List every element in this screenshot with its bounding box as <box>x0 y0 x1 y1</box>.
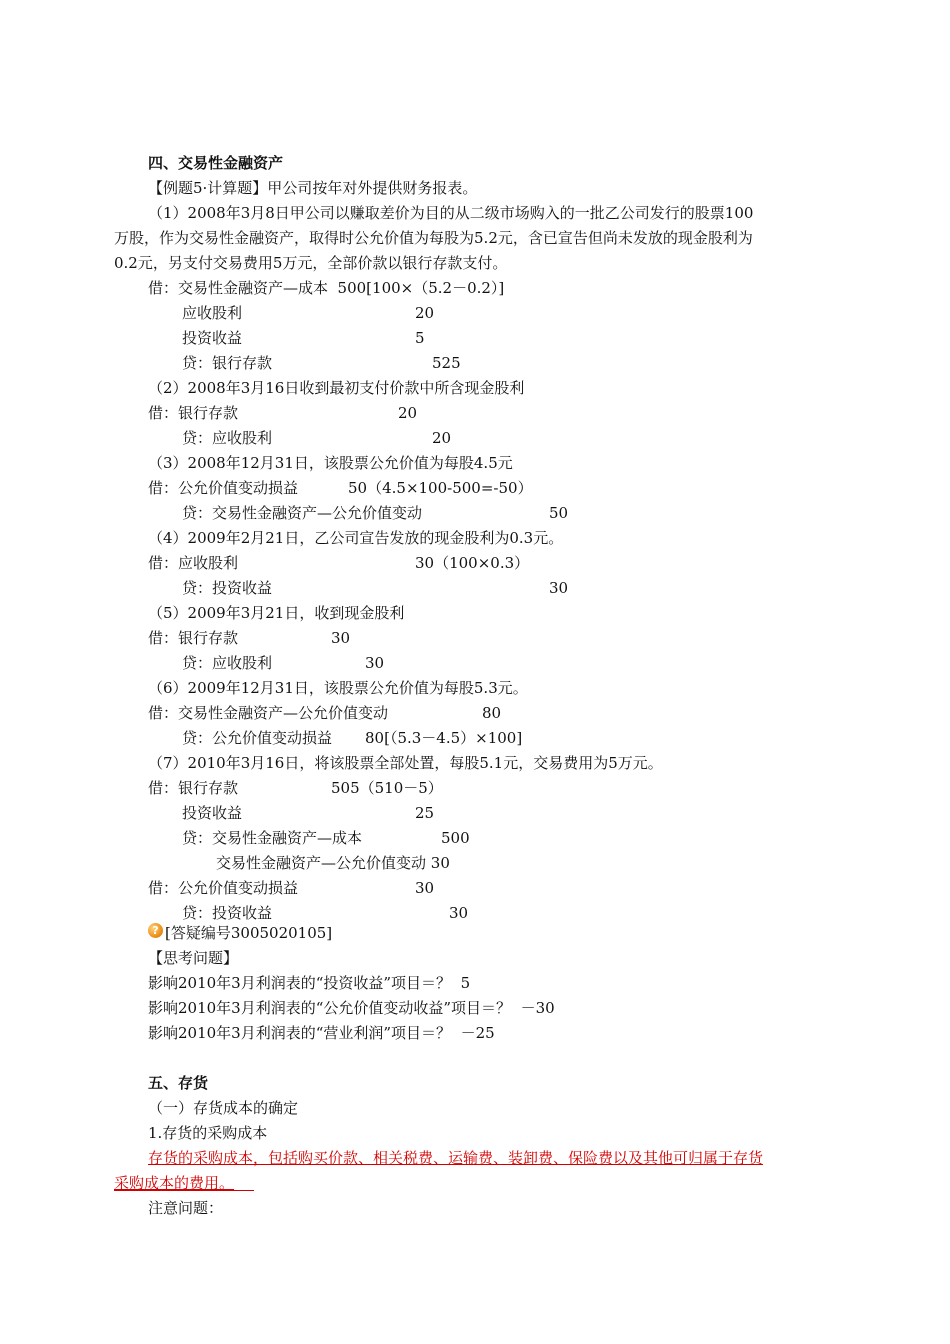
entry-1-line-3-amount: 5 <box>415 329 425 347</box>
entry-7-line-4: 交易性金融资产—公允价值变动 30 <box>216 854 450 872</box>
entry-3-credit-amount: 50 <box>549 504 569 522</box>
subsection-1-1: 1.存货的采购成本 <box>148 1124 268 1142</box>
entry-4-credit-amount: 30 <box>549 579 569 597</box>
entry-6-debit-amount: 80 <box>482 704 502 722</box>
entry-1-credit-amount: 525 <box>432 354 461 372</box>
subsection-1: （一）存货成本的确定 <box>148 1099 299 1117</box>
entry-1-credit-label: 贷：银行存款 <box>182 354 273 372</box>
question-2: 影响2010年3月利润表的“公允价值变动收益”项目＝？ －30 <box>148 999 555 1017</box>
paragraph-6: （6）2009年12月31日，该股票公允价值为每股5.3元。 <box>148 679 528 697</box>
paragraph-7: （7）2010年3月16日，将该股票全部处置，每股5.1元，交易费用为5万元。 <box>148 754 663 772</box>
entry-5-credit-label: 贷：应收股利 <box>182 654 273 672</box>
paragraph-2: （2）2008年3月16日收到最初支付价款中所含现金股利 <box>148 379 525 397</box>
entry-3-debit-amount: 50（4.5×100-500=-50） <box>348 479 533 497</box>
section-title-5: 五、存货 <box>148 1074 209 1092</box>
entry-2-credit-label: 贷：应收股利 <box>182 429 273 447</box>
question-icon[interactable]: ? <box>148 923 163 938</box>
entry-7-line-2-amount: 25 <box>415 804 435 822</box>
entry-2-debit-label: 借：银行存款 <box>148 404 239 422</box>
entry-4-debit-label: 借：应收股利 <box>148 554 239 572</box>
entry-1-line-3-label: 投资收益 <box>182 329 243 347</box>
entry-7-line-1-amount: 505（510－5） <box>331 779 443 797</box>
red-underline <box>114 1190 254 1191</box>
example-title: 【例题5·计算题】甲公司按年对外提供财务报表。 <box>148 179 478 197</box>
entry-7-line-2-label: 投资收益 <box>182 804 243 822</box>
paragraph-1-line-1: （1）2008年3月8日甲公司以赚取差价为目的从二级市场购入的一批乙公司发行的股票100 <box>148 204 754 222</box>
entry-3-credit-label: 贷：交易性金融资产—公允价值变动 <box>182 504 423 522</box>
question-3: 影响2010年3月利润表的“营业利润”项目＝？ －25 <box>148 1024 495 1042</box>
entry-2-debit-amount: 20 <box>398 404 418 422</box>
entry-7-line-5-label: 借：公允价值变动损益 <box>148 879 299 897</box>
entry-7-line-5-amount: 30 <box>415 879 435 897</box>
entry-2-credit-amount: 20 <box>432 429 452 447</box>
note-label: 注意问题： <box>148 1199 224 1217</box>
entry-6-credit-label: 贷：公允价值变动损益 <box>182 729 333 747</box>
paragraph-3: （3）2008年12月31日，该股票公允价值为每股4.5元 <box>148 454 513 472</box>
section-title-4: 四、交易性金融资产 <box>148 154 284 172</box>
qa-code: [答疑编号3005020105] <box>165 924 333 942</box>
entry-7-line-6-amount: 30 <box>449 904 469 922</box>
entry-1-debit: 借：交易性金融资产—成本 500[100×（5.2－0.2）] <box>148 279 505 297</box>
entry-5-debit-amount: 30 <box>331 629 351 647</box>
entry-7-line-1-label: 借：银行存款 <box>148 779 239 797</box>
red-text-line-2: 采购成本的费用。 <box>114 1174 235 1192</box>
paragraph-1-line-2: 万股，作为交易性金融资产，取得时公允价值为每股为5.2元，含已宣告但尚未发放的现金股利为 <box>114 229 753 247</box>
paragraph-4: （4）2009年2月21日，乙公司宣告发放的现金股利为0.3元。 <box>148 529 564 547</box>
think-title: 【思考问题】 <box>148 949 239 967</box>
entry-7-line-3-amount: 500 <box>441 829 470 847</box>
entry-5-debit-label: 借：银行存款 <box>148 629 239 647</box>
paragraph-1-line-3: 0.2元，另支付交易费用5万元，全部价款以银行存款支付。 <box>114 254 508 272</box>
entry-1-line-2-amount: 20 <box>415 304 435 322</box>
red-text-line-1: 存货的采购成本，包括购买价款、相关税费、运输费、装卸费、保险费以及其他可归属于存货 <box>148 1149 764 1167</box>
paragraph-5: （5）2009年3月21日，收到现金股利 <box>148 604 405 622</box>
entry-6-debit-label: 借：交易性金融资产—公允价值变动 <box>148 704 389 722</box>
entry-5-credit-amount: 30 <box>365 654 385 672</box>
entry-4-credit-label: 贷：投资收益 <box>182 579 273 597</box>
entry-7-line-6-label: 贷：投资收益 <box>182 904 273 922</box>
entry-1-line-2-label: 应收股利 <box>182 304 243 322</box>
entry-3-debit-label: 借：公允价值变动损益 <box>148 479 299 497</box>
question-1: 影响2010年3月利润表的“投资收益”项目＝？ 5 <box>148 974 471 992</box>
entry-4-debit-amount: 30（100×0.3） <box>415 554 530 572</box>
entry-6-credit-amount: 80[（5.3－4.5）×100] <box>365 729 523 747</box>
entry-7-line-3-label: 贷：交易性金融资产—成本 <box>182 829 363 847</box>
